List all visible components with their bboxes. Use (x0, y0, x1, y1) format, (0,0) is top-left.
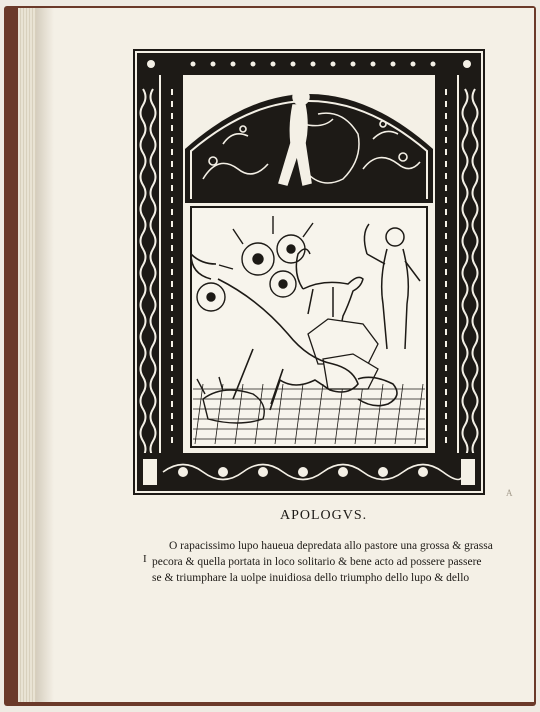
woodcut-illustration (133, 49, 485, 495)
body-line-2: pecora & quella portata in loco solitario & bene acto ad possere passere (152, 556, 482, 568)
marginal-letter: I (143, 553, 147, 565)
body-line-1: O rapacissimo lupo haueua depredata allo pastore una grossa & grassa (169, 540, 493, 552)
top-border (137, 53, 481, 75)
margin-annotation: A (506, 488, 513, 498)
fable-heading: APOLOGVS. (280, 508, 368, 523)
scene-panel (191, 207, 427, 447)
body-line-3: se & triumphare la uolpe inuidiosa dello triumpho dello lupo & dello (152, 572, 470, 584)
bottom-border (137, 453, 481, 491)
page-edges-stack (18, 8, 38, 702)
gutter-shadow (36, 8, 54, 702)
